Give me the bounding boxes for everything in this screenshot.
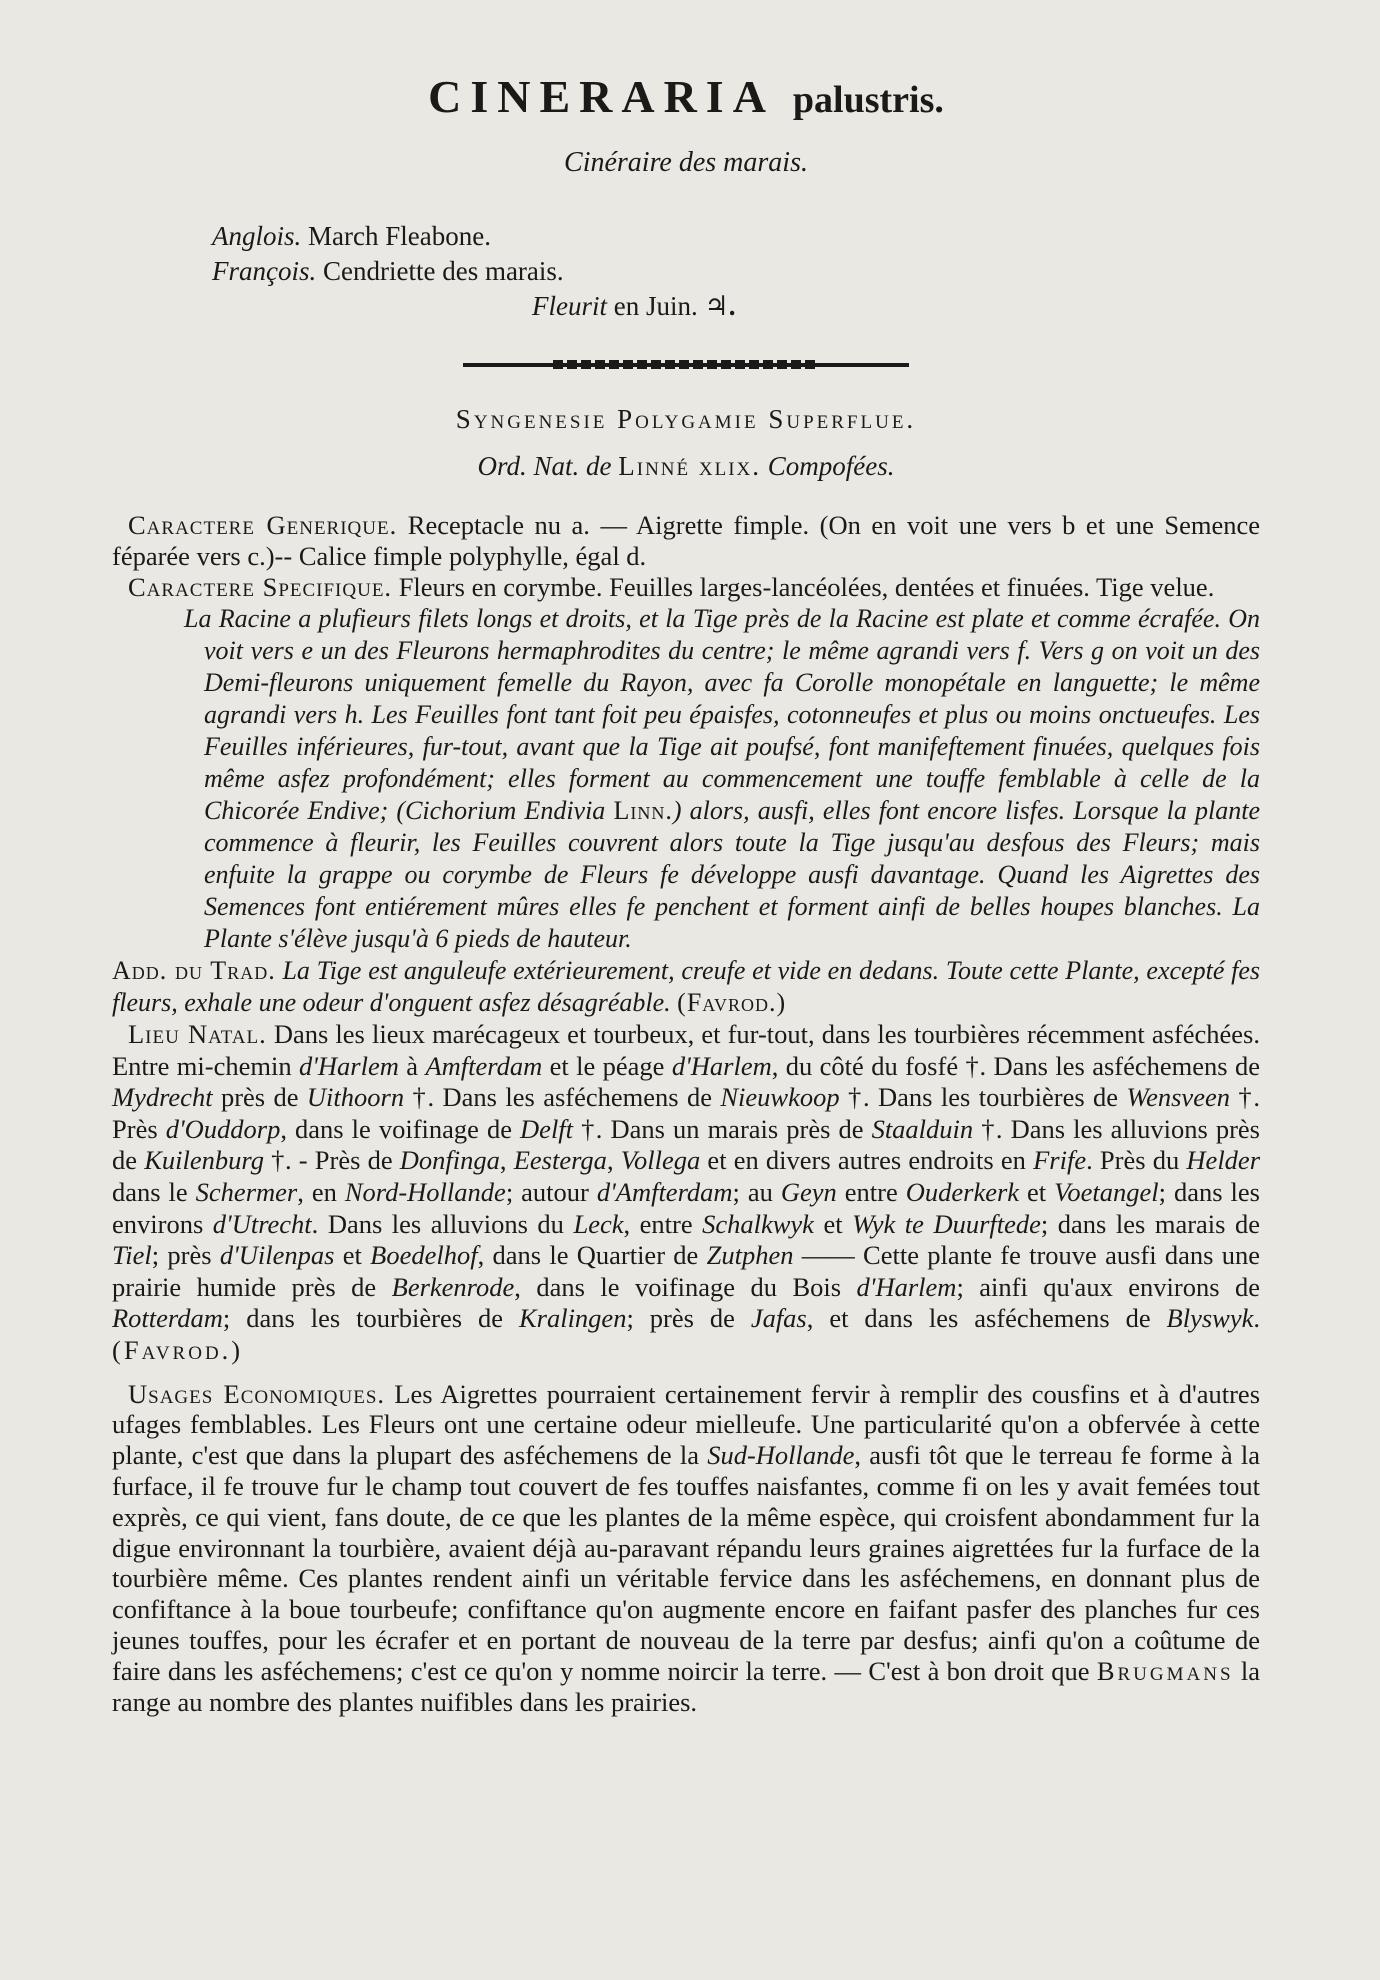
place-name: d'Utrecht <box>212 1208 312 1239</box>
habitat-text-run: —— Cette plante fe trouve ausfi dans une prairie humide près de <box>112 1240 1261 1302</box>
ornament-line <box>463 360 909 369</box>
place-name: d'Harlem <box>856 1271 957 1302</box>
perennial-symbol: ♃. <box>704 291 736 321</box>
habitat-text-run: , <box>606 1145 621 1176</box>
decorative-rule <box>112 356 1260 374</box>
order-family: Compofées. <box>767 451 895 481</box>
habitat-text-run: . Dans les alluvions du <box>311 1208 574 1239</box>
common-names <box>212 219 1260 324</box>
habitat-text-run: , dans le Quartier de <box>477 1240 707 1271</box>
habitat-text-run: , et dans les asféchemens de <box>806 1303 1167 1334</box>
place-name: d'Harlem <box>298 1050 399 1081</box>
place-name: Uithoorn <box>306 1082 405 1113</box>
common-name: March Fleabone. <box>308 221 491 251</box>
species-name: palustris. <box>792 79 944 121</box>
place-name: Rotterdam <box>112 1303 223 1334</box>
section-text: Les Aigrettes pourraient certainement fervir à remplir des cousfins et à d'autres ufages femblables. Les Fleurs ont une certaine odeur mielleufe. Une particularité qu'on a obfervée à cette plante, c'est que dans la plupart des asféchemens de la <box>112 1378 1261 1471</box>
place-name: Boedelhof <box>370 1240 478 1271</box>
linnaeus-abbrev: Linn. <box>613 796 673 825</box>
description-text: ) alors, ausfi, elles font encore lisfes. Lorsque la plante commence à fleurir, les Feuilles couvrent alors toute la Tige jusqu'au desfous des Fleurs; mais enfuite la grappe ou corymbe de Fleurs fe développe ausfi davantage. Quand les Aigrettes des Semences font entiérement mûres elles fe penchent et forment ainfi de belles houpes blanches. La Plante s'élève jusqu'à 6 pieds de hauteur. <box>204 796 1260 953</box>
habitat-text-run: . <box>1253 1303 1260 1334</box>
place-name: Amfterdam <box>425 1050 543 1081</box>
habitat-text <box>112 1019 1260 1365</box>
translator-addition <box>112 955 1260 1019</box>
habitat-text-run: †. Dans un marais près de <box>573 1113 872 1144</box>
habitat-text-run: et <box>1019 1176 1055 1207</box>
habitat-text-run: , entre <box>623 1208 703 1239</box>
place-name: Mydrecht <box>112 1082 213 1113</box>
place-name: Berkenrode <box>391 1271 515 1302</box>
habitat-text-run: Dans les lieux marécageux et tourbeux, et fur-tout, dans les tourbières récemment asféchées. Entre mi-chemin <box>112 1019 1260 1081</box>
habitat-text-run: ; ainfi qu'aux environs de <box>956 1271 1261 1302</box>
habitat-text-run: et <box>813 1208 853 1239</box>
place-name: Staalduin <box>871 1113 974 1144</box>
habitat-text-run: et le péage <box>542 1050 672 1081</box>
habitat-text-run: ; dans les environs <box>112 1176 1260 1239</box>
french-subtitle: Cinéraire des marais. <box>564 147 808 178</box>
section-text: Receptacle nu a. — Aigrette fimple. (On en voit une vers b et une Semence féparée vers c.)-- Calice fimple polyphylle, égal d. <box>112 510 1261 571</box>
common-name-french <box>212 254 1260 289</box>
habitat-text-run: , dans le voifinage de <box>280 1113 521 1144</box>
economic-uses <box>112 1379 1260 1718</box>
habitat-text-run: †. Près <box>112 1082 1261 1144</box>
section-heading: Caractere Specifique. <box>128 572 393 602</box>
habitat-text-run: ; autour <box>505 1176 597 1207</box>
habitat-text-run: , du côté du fosfé †. Dans les asféchemens de <box>771 1050 1260 1081</box>
place-name: Vollega <box>620 1145 701 1176</box>
page-title <box>112 70 1260 123</box>
generic-character <box>112 510 1260 572</box>
habitat-text-run: et en divers autres endroits en <box>700 1145 1034 1176</box>
place-name: Geyn <box>780 1176 837 1207</box>
description-text: La Racine a plufieurs filets longs et droits, et la Tige près de la Racine est plate et comme écrafée. On voit vers e un des Fleurons hermaphrodites du centre; le même agrandi vers f. Vers g on voit un des Demi-fleurons uniquement femelle du Rayon, avec fa Corolle monopétale en languette; le même agrandi vers h. Les Feuilles font tant foit peu épaisfes, cotonneufes et plus ou moins onctueufes. Les Feuilles inférieures, fur-tout, avant que la Tige ait poufsé, font manifeftement finuées, quelques fois même asfez profondément; elles forment au commencement une touffe femblable à celle de la Chicorée Endive; (Cichorium Endivia <box>184 604 1260 825</box>
place-name: Leck <box>573 1208 624 1239</box>
place-name: Voetangel <box>1054 1176 1159 1207</box>
habitat-text-run: dans le <box>112 1176 196 1207</box>
source-citation: (Favrod.) <box>677 988 787 1017</box>
habitat-text-run: à <box>398 1050 426 1081</box>
section-text: La Tige est anguleufe extérieurement, creufe et vide en dedans. Toute cette Plante, excepté fes fleurs, exhale une odeur d'onguent asfez désagréable. <box>112 956 1260 1017</box>
language-label: Anglois. <box>212 221 302 251</box>
habitat-text-run: ; près <box>151 1240 220 1271</box>
section-heading: Add. du Trad. <box>112 956 276 985</box>
place-name: Wensveen <box>1126 1082 1230 1113</box>
habitat-text-run: †. Dans les alluvions près de <box>112 1113 1260 1176</box>
natural-order <box>112 451 1260 482</box>
habitat-text-run: , en <box>297 1176 345 1207</box>
flowering-time <box>212 289 1260 324</box>
linnaean-class: Syngenesie Polygamie Superflue. <box>455 404 917 434</box>
section-text: Fleurs en corymbe. Feuilles larges-lancéolées, dentées et finuées. Tige velue. <box>398 572 1215 602</box>
place-name: d'Amfterdam <box>596 1176 733 1207</box>
place-name: Jafas <box>750 1303 807 1334</box>
place-name: Kuilenburg <box>144 1145 264 1176</box>
place-name: Delft <box>520 1113 574 1144</box>
habitat-text-run: . Près du <box>1086 1145 1187 1176</box>
place-name: Donfinga <box>399 1145 500 1176</box>
place-name: Helder <box>1186 1145 1261 1176</box>
place-name: Schalkwyk <box>702 1208 814 1239</box>
place-name: Tiel <box>112 1240 152 1271</box>
plant-description <box>112 603 1260 955</box>
place-name: Blyswyk <box>1166 1303 1254 1334</box>
section-heading: Lieu Natal. <box>128 1019 267 1049</box>
section-heading: Usages Economiques. <box>128 1378 386 1409</box>
habitat-text-run: ; dans les marais de <box>1040 1208 1260 1239</box>
place-name: Nieuwkoop <box>720 1082 840 1113</box>
common-name: Cendriette des marais. <box>323 256 564 286</box>
flowering-label: Fleurit <box>532 291 607 321</box>
habitat-text-run: près de <box>212 1082 307 1113</box>
place-name: Nord-Hollande <box>344 1176 506 1207</box>
author-name: Brugmans <box>1096 1655 1234 1686</box>
habitat-text-run: ; près de <box>626 1303 751 1334</box>
place-name: Kralingen <box>518 1303 627 1334</box>
place-name: Eesterga <box>513 1145 607 1176</box>
common-name-english <box>212 219 1260 254</box>
habitat-text-run: ; au <box>732 1176 781 1207</box>
habitat-text-run: , <box>499 1145 514 1176</box>
place-name: Sud-Hollande <box>707 1440 855 1471</box>
order-label: Ord. Nat. de <box>477 451 612 481</box>
section-text: , ausfi tôt que le terreau fe forme à la furface, il fe trouve fur le champ tout couvert de fes touffes naisfantes, comme fi on les y avait femées tout exprès, ce qui vient, fans doute, de ce que les plantes de la même espèce, qui croisfent abondamment fur la digue environnant la tourbière, avaient déjà au-paravant répandu leurs graines aigrettées fur la furface de la tourbière même. Ces plantes rendent ainfi un véritable fervice dans les asféchemens, en donnant plus de confiftance à la boue tourbeufe; confiftance qu'on augmente encore en faifant pasfer des planches fur ces jeunes touffes, pour les écrafer et en portant de nouveau de la terre par desfus; ainfi qu'on a coûtume de faire dans les asféchemens; c'est ce qu'on y nomme noircir la terre. — C'est à bon droit que <box>112 1440 1260 1686</box>
specific-character <box>112 572 1260 603</box>
habitat-text-run: entre <box>836 1176 906 1207</box>
place-name: Ouderkerk <box>905 1176 1020 1207</box>
place-name: d'Harlem <box>671 1050 772 1081</box>
flowering-text: en Juin. <box>613 291 698 321</box>
place-name: Wyk te Duurftede <box>852 1208 1041 1239</box>
place-name: d'Ouddorp <box>165 1113 281 1144</box>
habitat-text-run: †. Dans les tourbières de <box>839 1082 1127 1113</box>
place-name: Schermer <box>195 1176 298 1207</box>
habitat-text-run: ; dans les tourbières de <box>222 1303 519 1334</box>
genus-name: CINERARIA <box>428 71 773 122</box>
habitat-text-run: †. Dans les asféchemens de <box>404 1082 721 1113</box>
place-name: d'Uilenpas <box>219 1240 335 1271</box>
place-name: Frife <box>1033 1145 1087 1176</box>
place-name: Zutphen <box>706 1240 794 1271</box>
source-citation: (Favrod.) <box>112 1334 244 1365</box>
order-number: Linné xlix. <box>618 451 761 481</box>
habitat-text-run: et <box>334 1240 371 1271</box>
section-text: la range au nombre des plantes nuifibles dans les prairies. <box>112 1655 1260 1717</box>
habitat-text-run: †. - Près de <box>263 1145 400 1176</box>
habitat-text-run: , dans le voifinage du Bois <box>514 1271 857 1302</box>
language-label: François. <box>212 256 317 286</box>
native-habitat <box>112 1019 1260 1367</box>
section-heading: Caractere Generique. <box>128 510 398 540</box>
